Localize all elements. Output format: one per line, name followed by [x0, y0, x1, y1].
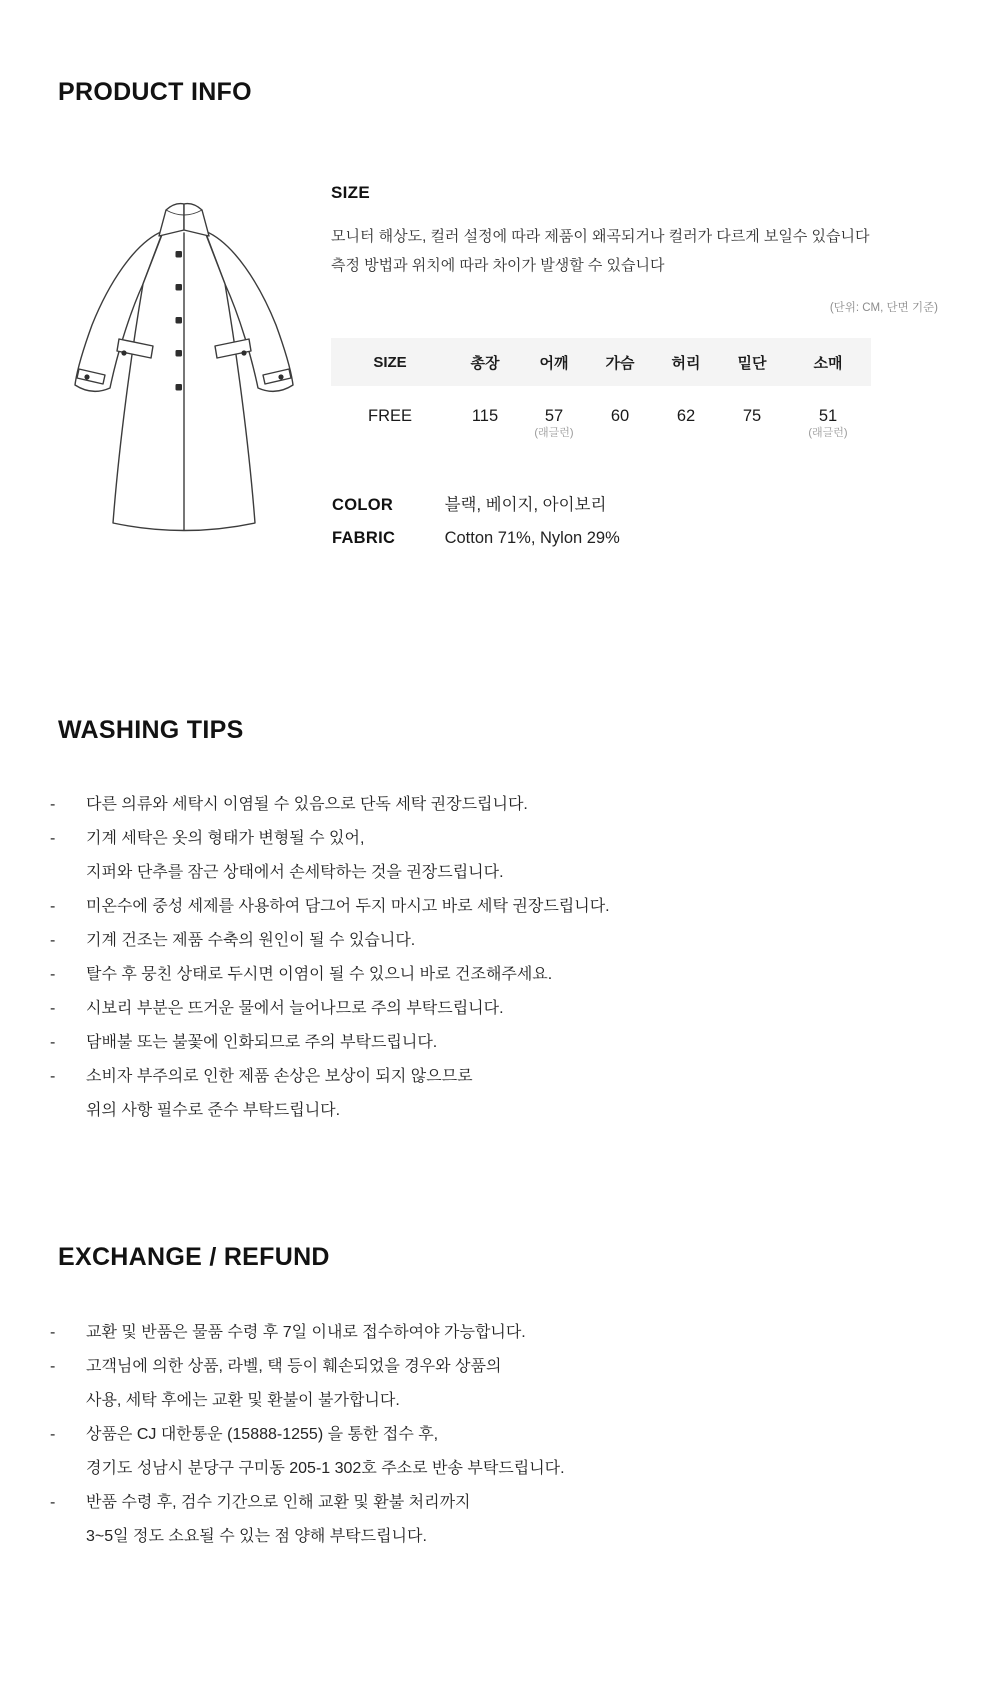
washing-tip-line: - 시보리 부분은 뜨거운 물에서 늘어나므로 주의 부탁드립니다. [50, 992, 610, 1026]
exchange-refund-heading: EXCHANGE / REFUND [58, 1243, 330, 1271]
exchange-line: - 반품 수령 후, 검수 기간으로 인해 교환 및 환불 처리까지 [50, 1486, 565, 1520]
exchange-line: 3~5일 정도 소요될 수 있는 점 양해 부탁드립니다. [50, 1520, 565, 1554]
washing-tip-line: - 기계 세탁은 옷의 형태가 변형될 수 있어, [50, 822, 610, 856]
exchange-line: - 고객님에 의한 상품, 라벨, 택 등이 훼손되었을 경우와 상품의 [50, 1350, 565, 1384]
unit-note: (단위: CM, 단면 기준) [829, 302, 938, 314]
size-table-header: 어깨 [521, 338, 587, 386]
dash-bullet: - [50, 966, 56, 983]
washing-tip-line: - 기계 건조는 제품 수축의 원인이 될 수 있습니다. [50, 924, 610, 958]
dash-bullet: - [50, 830, 56, 847]
dash-bullet: - [50, 1034, 56, 1051]
exchange-line: - 상품은 CJ 대한통운 (15888-1255) 을 통한 접수 후, [50, 1418, 565, 1452]
size-table-header: 밑단 [719, 338, 785, 386]
dash-bullet [50, 856, 86, 890]
washing-tip-line: - 다른 의류와 세탁시 이염될 수 있음으로 단독 세탁 권장드립니다. [50, 788, 610, 822]
size-table-cell: 115 [471, 407, 499, 425]
size-table-cell: 60 [610, 407, 630, 425]
coat-line-drawing-svg [42, 183, 327, 545]
fabric-value: Cotton 71%, Nylon 29% [444, 529, 620, 547]
washing-tips-list [50, 788, 610, 1128]
size-row-label: FREE [367, 407, 412, 425]
dash-bullet: - [50, 1494, 56, 1511]
size-description [331, 222, 870, 280]
size-table-header: 허리 [653, 338, 719, 386]
exchange-line: - 교환 및 반품은 물품 수령 후 7일 이내로 접수하여야 가능합니다. [50, 1316, 565, 1350]
size-table [331, 338, 871, 440]
exchange-refund-list [50, 1316, 565, 1554]
size-table-cell: 75 [742, 407, 762, 425]
washing-tip-line: 위의 사항 필수로 준수 부탁드립니다. [50, 1094, 610, 1128]
exchange-line: 경기도 성남시 분당구 구미동 205-1 302호 주소로 반송 부탁드립니다. [50, 1452, 565, 1486]
size-description-line: 측정 방법과 위치에 따라 차이가 발생할 수 있습니다 [331, 257, 665, 274]
size-table-cell: 57 (래글런) [534, 407, 574, 439]
size-description-line: 모니터 해상도, 컬러 설정에 따라 제품이 왜곡되거나 컬러가 다르게 보일수 있습니다 [331, 228, 870, 245]
dash-bullet: - [50, 1068, 56, 1085]
fabric-label: FABRIC [332, 529, 396, 547]
color-label: COLOR [332, 496, 394, 514]
page-title: PRODUCT INFO [58, 78, 252, 106]
dash-bullet: - [50, 898, 56, 915]
washing-tip-line: 지퍼와 단추를 잠근 상태에서 손세탁하는 것을 권장드립니다. [50, 856, 610, 890]
washing-tip-line: - 탈수 후 뭉친 상태로 두시면 이염이 될 수 있으니 바로 건조해주세요. [50, 958, 610, 992]
washing-tip-line: - 미온수에 중성 세제를 사용하여 담그어 두지 마시고 바로 세탁 권장드립니다. [50, 890, 610, 924]
dash-bullet: - [50, 932, 56, 949]
color-row [332, 491, 606, 515]
dash-bullet: - [50, 1358, 56, 1375]
dash-bullet: - [50, 796, 56, 813]
exchange-line: 사용, 세탁 후에는 교환 및 환불이 불가합니다. [50, 1384, 565, 1418]
size-table-header: 총장 [449, 338, 521, 386]
size-table-header: 가슴 [587, 338, 653, 386]
size-table-cell [331, 386, 449, 440]
size-table-cell: 62 [676, 407, 696, 425]
size-table-header: 소매 [785, 338, 871, 386]
dash-bullet [50, 1384, 86, 1418]
dash-bullet [50, 1452, 86, 1486]
dash-bullet [50, 1094, 86, 1128]
dash-bullet: - [50, 1426, 56, 1443]
size-heading: SIZE [331, 183, 370, 202]
dash-bullet: - [50, 1000, 56, 1017]
fabric-row [332, 529, 620, 548]
size-table-header-row [331, 338, 871, 386]
washing-tip-line: - 담배불 또는 불꽃에 인화되므로 주의 부탁드립니다. [50, 1026, 610, 1060]
dash-bullet [50, 1520, 86, 1554]
size-table-header: SIZE [331, 338, 449, 386]
washing-tip-line: - 소비자 부주의로 인한 제품 손상은 보상이 되지 않으므로 [50, 1060, 610, 1094]
dash-bullet: - [50, 1324, 56, 1341]
washing-tips-heading: WASHING TIPS [58, 716, 244, 744]
coat-illustration [42, 183, 327, 545]
color-value: 블랙, 베이지, 아이보리 [444, 496, 607, 514]
size-table-data-row [331, 386, 871, 440]
size-table-cell: 51 (래글런) [808, 407, 848, 439]
